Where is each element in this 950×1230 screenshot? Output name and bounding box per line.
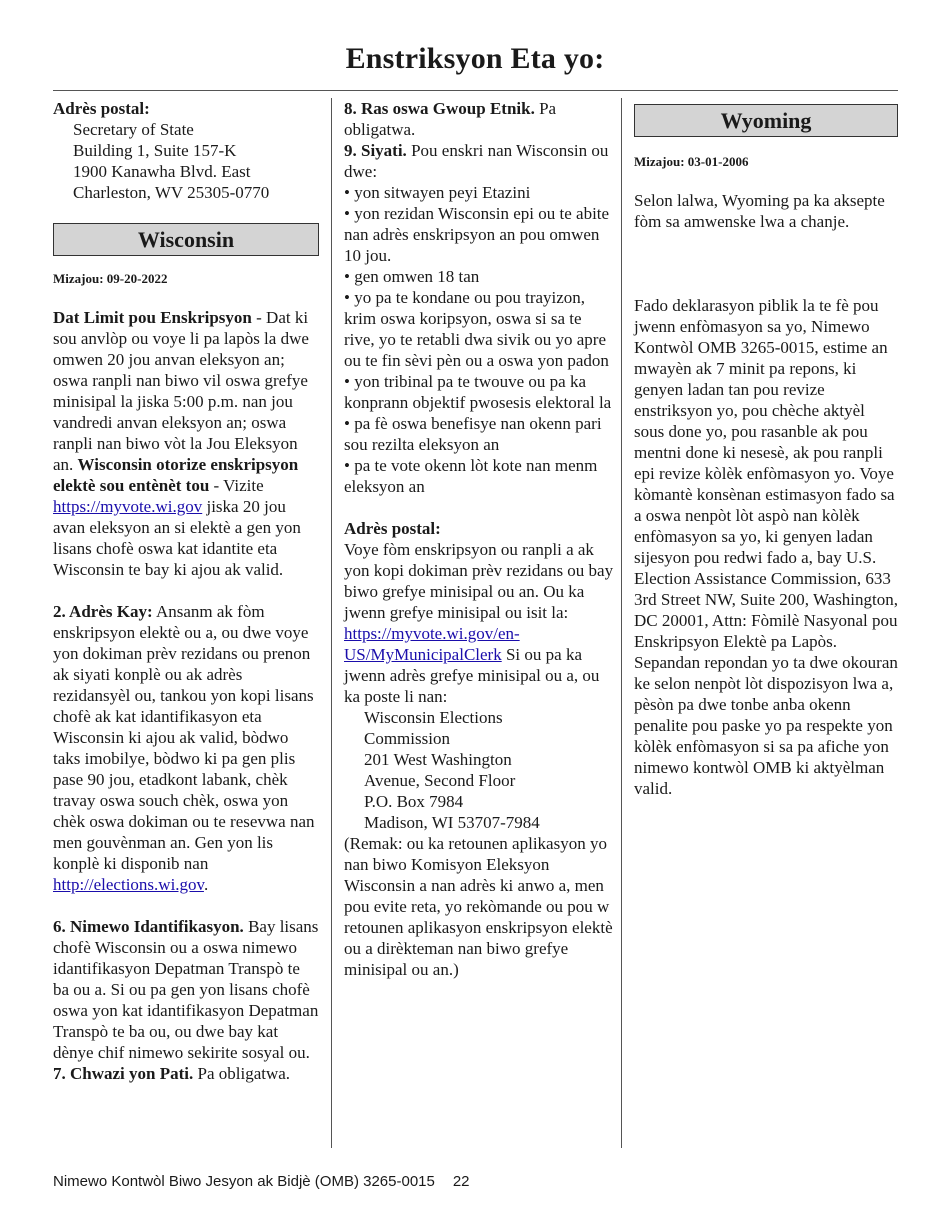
commission-address-line: Wisconsin Elections (364, 708, 503, 727)
commission-address-line: P.O. Box 7984 (364, 792, 464, 811)
party-label: 7. Chwazi yon Pati. (53, 1064, 194, 1083)
address-post: . (203, 875, 209, 894)
eligibility-bullet: • yo pa te kondane ou pou trayizon, krim oswa koripsyon, oswa si sa te rive, yo te retabli dwa sivik ou yo apre ou te fin sèvi pèn ou a oswa yon padon (344, 288, 609, 370)
registration-deadline (53, 307, 319, 580)
race-label: 8. Ras oswa Gwoup Etnik. (344, 99, 535, 118)
party-text: Pa obligatwa. (193, 1064, 291, 1083)
column-middle (344, 98, 614, 980)
deadline-text: - Dat ki sou anvlòp ou voye li pa lapòs la dwe omwen 20 jou anvan eleksyon an; oswa ranpli nan biwo vil oswa grefye minisipal la jiska 5:00 p.m. nan jou vandredi anvan eleksyon an; oswa ranpli nan biwo vòt la Jou Eleksyon an. (53, 308, 309, 474)
online-post: jiska 20 jou avan eleksyon an si elektè a gen yon lisans chofè oswa kat idantite eta Wisconsin te bay ki ajou ak valid. (53, 497, 301, 579)
column-right (634, 98, 898, 799)
commission-address-line: 201 West Washington (364, 750, 512, 769)
commission-address-line: Commission (364, 729, 450, 748)
id-number-label: 6. Nimewo Idantifikasyon. (53, 917, 244, 936)
wisconsin-updated: Mizajou: 09-20-2022 (53, 271, 168, 286)
column-divider-1 (331, 98, 332, 1148)
page-title: Enstriksyon Eta yo: (345, 42, 605, 75)
home-address-text: Ansanm ak fòm enskripsyon elektè ou a, ou dwe voye yon dokiman prèv rezidans ou prenon ak siyati konplè ou ak adrès rezidansyèl ou, tankou yon kopi lisans chofè ak kat idantifikasyon eta Wisconsin ki ajou ak valid, bòdwo taks imobilye, bòdwo ki pa gen plis pase 90 jou, etadkont labank, chèk travay oswa souch chèk, oswa yon chèk oswa dokiman ou te resevwa nan men gouvènman an. Gen yon lis konplè ki disponib nan (53, 602, 315, 873)
online-pre: - Vizite (209, 476, 264, 495)
id-number-section (53, 916, 319, 1063)
online-registration-label: Wisconsin otorize enskripsyon elektè sou entènèt tou (53, 455, 299, 495)
deadline-label: Dat Limit pou Enskripsyon (53, 308, 252, 327)
signature-label: 9. Siyati. (344, 141, 407, 160)
municipal-clerk-link[interactable]: https://myvote.wi.gov/en-US/MyMunicipalClerk (344, 624, 520, 664)
eligibility-bullet: • pa fè oswa benefisye nan okenn pari sou rezilta eleksyon an (344, 414, 602, 454)
column-divider-2 (621, 98, 622, 1148)
mailing-label-wi: Adrès postal: (344, 519, 441, 538)
footer-text: Nimewo Kontwòl Biwo Jesyon ak Bidjè (OMB) 3265-0015 (53, 1173, 435, 1190)
wv-address-line: 1900 Kanawha Blvd. East (73, 162, 251, 181)
eligibility-bullet: • pa te vote okenn lòt kote nan menm eleksyon an (344, 456, 598, 496)
elections-link[interactable]: http://elections.wi.gov (53, 875, 204, 894)
wv-address-line: Building 1, Suite 157-K (73, 141, 237, 160)
eligibility-bullet: • gen omwen 18 tan (344, 267, 480, 286)
mailing-label: Adrès postal: (53, 99, 150, 118)
id-number-text: Bay lisans chofè Wisconsin ou a oswa nimewo idantifikasyon Depatman Transpò te ba ou a. Si ou pa gen yon lisans chofè oswa yon kat idantifikasyon Depatman Transpò te ba ou, ou dwe bay kat dènye chif nimewo sekirite sosyal ou. (53, 917, 319, 1062)
eligibility-bullet: • yon sitwayen peyi Etazini (344, 183, 531, 202)
commission-address-line: Madison, WI 53707-7984 (364, 813, 540, 832)
home-address-label: 2. Adrès Kay: (53, 602, 153, 621)
state-heading-wyoming: Wyoming (634, 104, 898, 137)
column-left (53, 98, 319, 1084)
race-text: Pa obligatwa. (344, 99, 557, 139)
mailing-post: Si ou pa ka jwenn adrès grefye minisipal ou a, ou ka poste li nan: (344, 645, 600, 706)
wyoming-note: Selon lalwa, Wyoming pa ka aksepte fòm sa amwenske lwa a chanje. (634, 191, 885, 231)
wyoming-updated: Mizajou: 03-01-2006 (634, 154, 749, 169)
burden-statement: Fado deklarasyon piblik la te fè pou jwenn enfòmasyon sa yo, Nimewo Kontwòl OMB 3265-0015, estime an mwayèn ak 7 minit pa repons, ki genyen ladan tan pou revize enstriksyon yo, pou chèche aktyèl sous done yo, pou rasanble ak pou mentni done ki nesesè, ak pou ranpli epi revize kòlèk enfòmasyon yo. Voye kòmantè konsènan estimasyon fado sa a oswa nenpòt lòt aspò nan kòlèk enfòmasyon sa yo, ki genyen ladan sijesyon pou redwi fado a, bay U.S. Election Assistance Commission, 633 3rd Street NW, Suite 200, Washington, DC 20001, Attn: Fòmilè Nasyonal pou Enskripsyon Elektè pa Lapòs. Sepandan repondan yo ta dwe okouran ke selon nenpòt lòt dispozisyon lwa a, pèsòn pa dwe tonbe anba okenn penalite pou paske yo pa respekte yon kòlèk enfòmasyon si sa pa afiche yon nimewo kontwòl OMB ki aktyèlman valid. (634, 296, 899, 798)
wv-address-line: Charleston, WV 25305-0770 (73, 183, 270, 202)
eligibility-bullet: • yon tribinal pa te twouve ou pa ka konprann objektif pwosesis elektoral la (344, 372, 612, 412)
remark-text: (Remak: ou ka retounen aplikasyon yo nan biwo Komisyon Eleksyon Wisconsin a nan adrès ki anwo a, men pou evite reta, yo rekòmande ou pou w retounen aplikasyon enskripsyon elektè ou a dirèkteman nan biwo grefye minisipal ou an.) (344, 834, 613, 979)
myvote-link[interactable]: https://myvote.wi.gov (53, 497, 203, 516)
title-rule (53, 90, 898, 91)
home-address-section (53, 601, 319, 895)
page-number: 22 (452, 1173, 470, 1190)
wi-mailing-text (344, 539, 614, 707)
commission-address-line: Avenue, Second Floor (364, 771, 516, 790)
signature-text: Pou enskri nan Wisconsin ou dwe: (344, 141, 609, 181)
page-footer (53, 1173, 470, 1190)
wv-address-line: Secretary of State (73, 120, 194, 139)
race-section (344, 98, 614, 140)
state-heading-wisconsin: Wisconsin (53, 223, 319, 256)
mailing-text: Voye fòm enskripsyon ou ranpli a ak yon kopi dokiman prèv rezidans ou bay biwo grefye minisipal ou an. Ou ka jwenn grefye minisipal ou isit la: (344, 540, 614, 622)
eligibility-section (344, 140, 614, 182)
eligibility-bullet: • yon rezidan Wisconsin epi ou te abite nan adrès enskripsyon an pou omwen 10 jou. (344, 204, 610, 265)
party-section (53, 1063, 319, 1084)
